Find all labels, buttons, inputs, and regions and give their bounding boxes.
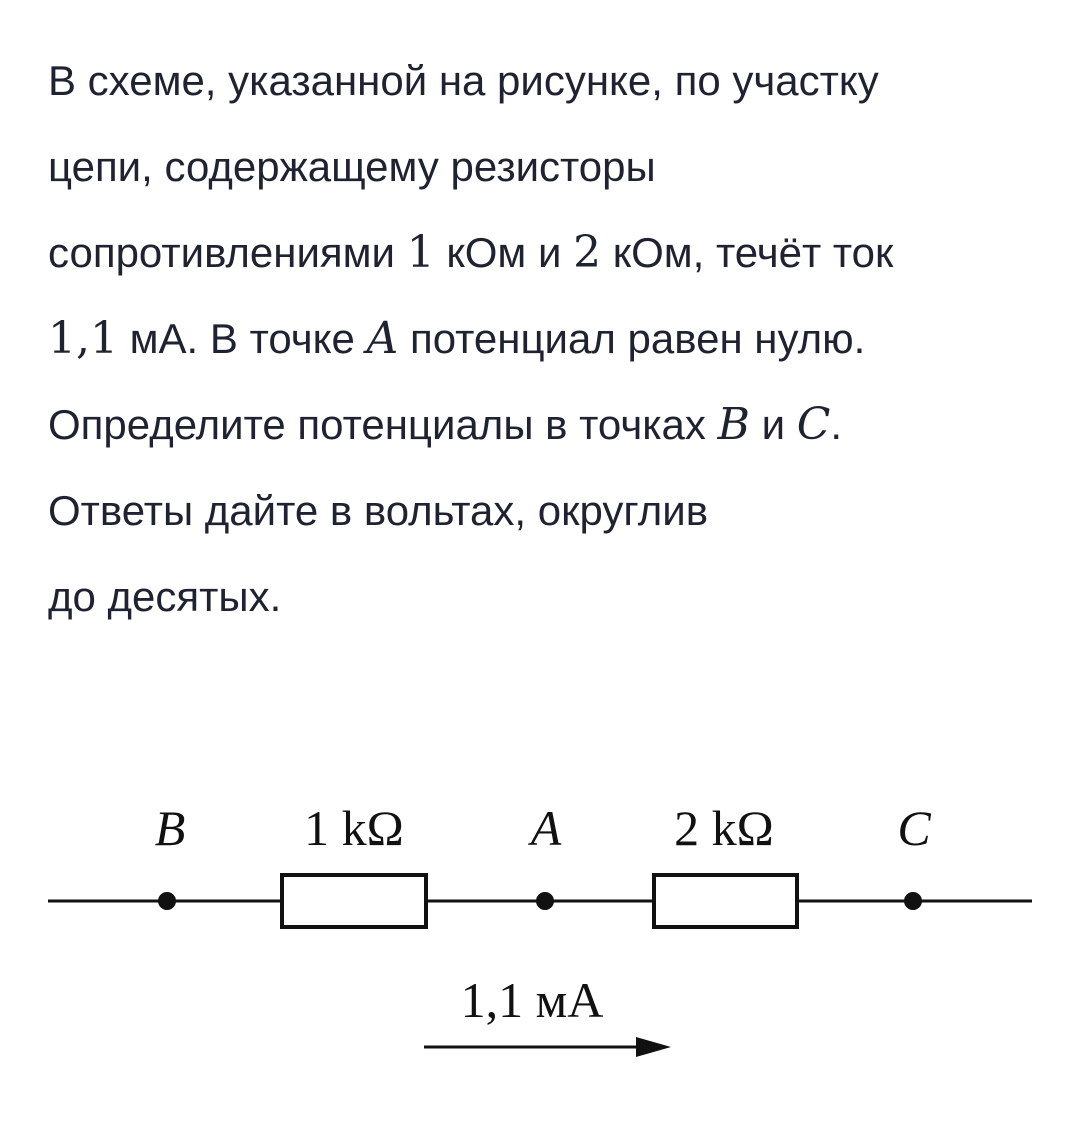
problem-line-6: Ответы дайте в вольтах, округлив	[48, 487, 709, 534]
label-point-b: B	[154, 800, 186, 856]
resistance-1-value: 1	[406, 227, 435, 278]
label-point-c: C	[897, 800, 931, 856]
point-c-symbol: C	[796, 399, 831, 450]
resistance-2-value: 2	[573, 227, 602, 278]
node-c	[904, 892, 922, 910]
problem-line-4: 1,1 мА. В точке A потенциал равен нулю.	[48, 313, 866, 364]
point-b-symbol: B	[717, 399, 750, 450]
label-point-a: A	[530, 800, 562, 856]
point-a-symbol: A	[366, 313, 399, 364]
problem-line-5: Определите потенциалы в точках B и C.	[48, 399, 843, 450]
resistor-1	[282, 875, 426, 927]
problem-text	[48, 38, 1048, 640]
problem-line-7: до десятых.	[48, 573, 282, 620]
problem-line-3: сопротивлениями 1 кОм и 2 кОм, течёт ток	[48, 227, 894, 278]
current-value: 1,1	[48, 313, 118, 364]
circuit-diagram	[0, 780, 1080, 1080]
resistor-2	[654, 875, 797, 927]
label-resistor-1: 1 kΩ	[304, 800, 404, 856]
label-current: 1,1 мА	[460, 972, 604, 1028]
node-a	[536, 892, 554, 910]
label-resistor-2: 2 kΩ	[674, 800, 774, 856]
problem-line-2: цепи, содержащему резисторы	[48, 143, 656, 190]
problem-line-1: В схеме, указанной на рисунке, по участку	[48, 57, 879, 104]
node-b	[158, 892, 176, 910]
current-arrow-head	[636, 1037, 671, 1057]
